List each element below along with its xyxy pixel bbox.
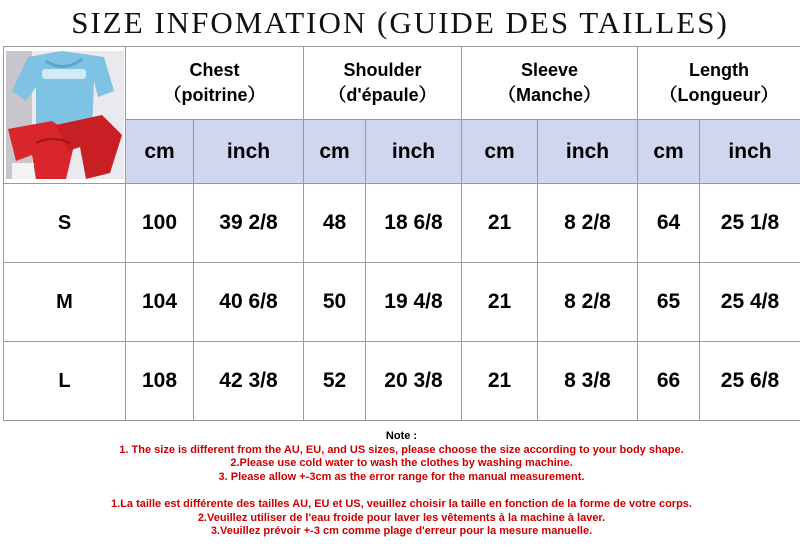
header-shoulder-en: Shoulder: [343, 60, 422, 80]
header-length-en: Length: [689, 60, 749, 80]
unit-cm: cm: [462, 120, 538, 184]
unit-inch: inch: [700, 120, 800, 184]
table-cell: 25 6/8: [700, 342, 800, 421]
table-cell: 64: [638, 184, 700, 263]
unit-inch: inch: [538, 120, 638, 184]
table-cell: 20 3/8: [366, 342, 462, 421]
table-cell: 8 2/8: [538, 263, 638, 342]
table-cell: 19 4/8: [366, 263, 462, 342]
table-row: [4, 342, 800, 421]
note-section: [3, 424, 800, 553]
table-cell: 8 2/8: [538, 184, 638, 263]
header-shoulder-fr: （d'épaule）: [328, 85, 437, 105]
table-cell: 25 1/8: [700, 184, 800, 263]
table-cell: 8 3/8: [538, 342, 638, 421]
table-cell: 66: [638, 342, 700, 421]
product-photo: [6, 51, 124, 179]
unit-cm: cm: [126, 120, 194, 184]
note-line-en-2: 2.Please use cold water to wash the clothes by washing machine.: [230, 457, 573, 469]
header-chest-fr: （poitrine）: [163, 85, 266, 105]
table-cell: 40 6/8: [194, 263, 304, 342]
table-cell: 42 3/8: [194, 342, 304, 421]
note-title: Note :: [385, 430, 418, 442]
page-title: SIZE INFOMATION (GUIDE DES TAILLES): [71, 5, 729, 40]
size-label: M: [4, 263, 126, 342]
unit-inch: inch: [366, 120, 462, 184]
table-cell: 21: [462, 342, 538, 421]
size-label: S: [4, 184, 126, 263]
table-cell: 108: [126, 342, 194, 421]
table-cell: 48: [304, 184, 366, 263]
table-cell: 50: [304, 263, 366, 342]
baby-romper-image: [6, 51, 124, 179]
table-cell: 65: [638, 263, 700, 342]
header-length-fr: （Longueur）: [659, 85, 779, 105]
header-sleeve-en: Sleeve: [520, 60, 579, 80]
table-cell: 52: [304, 342, 366, 421]
size-table: [3, 46, 800, 421]
note-line-en-1: 1. The size is different from the AU, EU, and US sizes, please choose the size according to your body shape.: [119, 443, 684, 456]
table-cell: 21: [462, 184, 538, 263]
header-sleeve: [462, 47, 638, 120]
note-line-fr-2: 2.Veuillez utiliser de l'eau froide pour laver les vêtements à la machine à laver.: [197, 511, 606, 524]
note-line-fr-1: 1.La taille est différente des tailles AU, EU et US, veuillez choisir la taille en fonction de la forme de votre corps.: [111, 498, 692, 510]
size-label: L: [4, 342, 126, 421]
header-sleeve-fr: （Manche）: [497, 85, 602, 105]
header-chest-en: Chest: [189, 60, 240, 80]
header-length: [638, 47, 800, 120]
unit-inch: inch: [194, 120, 304, 184]
table-cell: 39 2/8: [194, 184, 304, 263]
table-cell: 100: [126, 184, 194, 263]
table-cell: 25 4/8: [700, 263, 800, 342]
note-line-fr-3: 3.Veuillez prévoir +-3 cm comme plage d'erreur pour la mesure manuelle.: [210, 525, 593, 537]
product-photo-cell: [4, 47, 126, 184]
table-row: [4, 184, 800, 263]
table-cell: 21: [462, 263, 538, 342]
unit-cm: cm: [304, 120, 366, 184]
table-cell: 18 6/8: [366, 184, 462, 263]
unit-cm: cm: [638, 120, 700, 184]
header-shoulder: [304, 47, 462, 120]
table-cell: 104: [126, 263, 194, 342]
note-line-en-3: 3. Please allow +-3cm as the error range for the manual measurement.: [218, 470, 585, 483]
table-row: [4, 263, 800, 342]
header-chest: [126, 47, 304, 120]
